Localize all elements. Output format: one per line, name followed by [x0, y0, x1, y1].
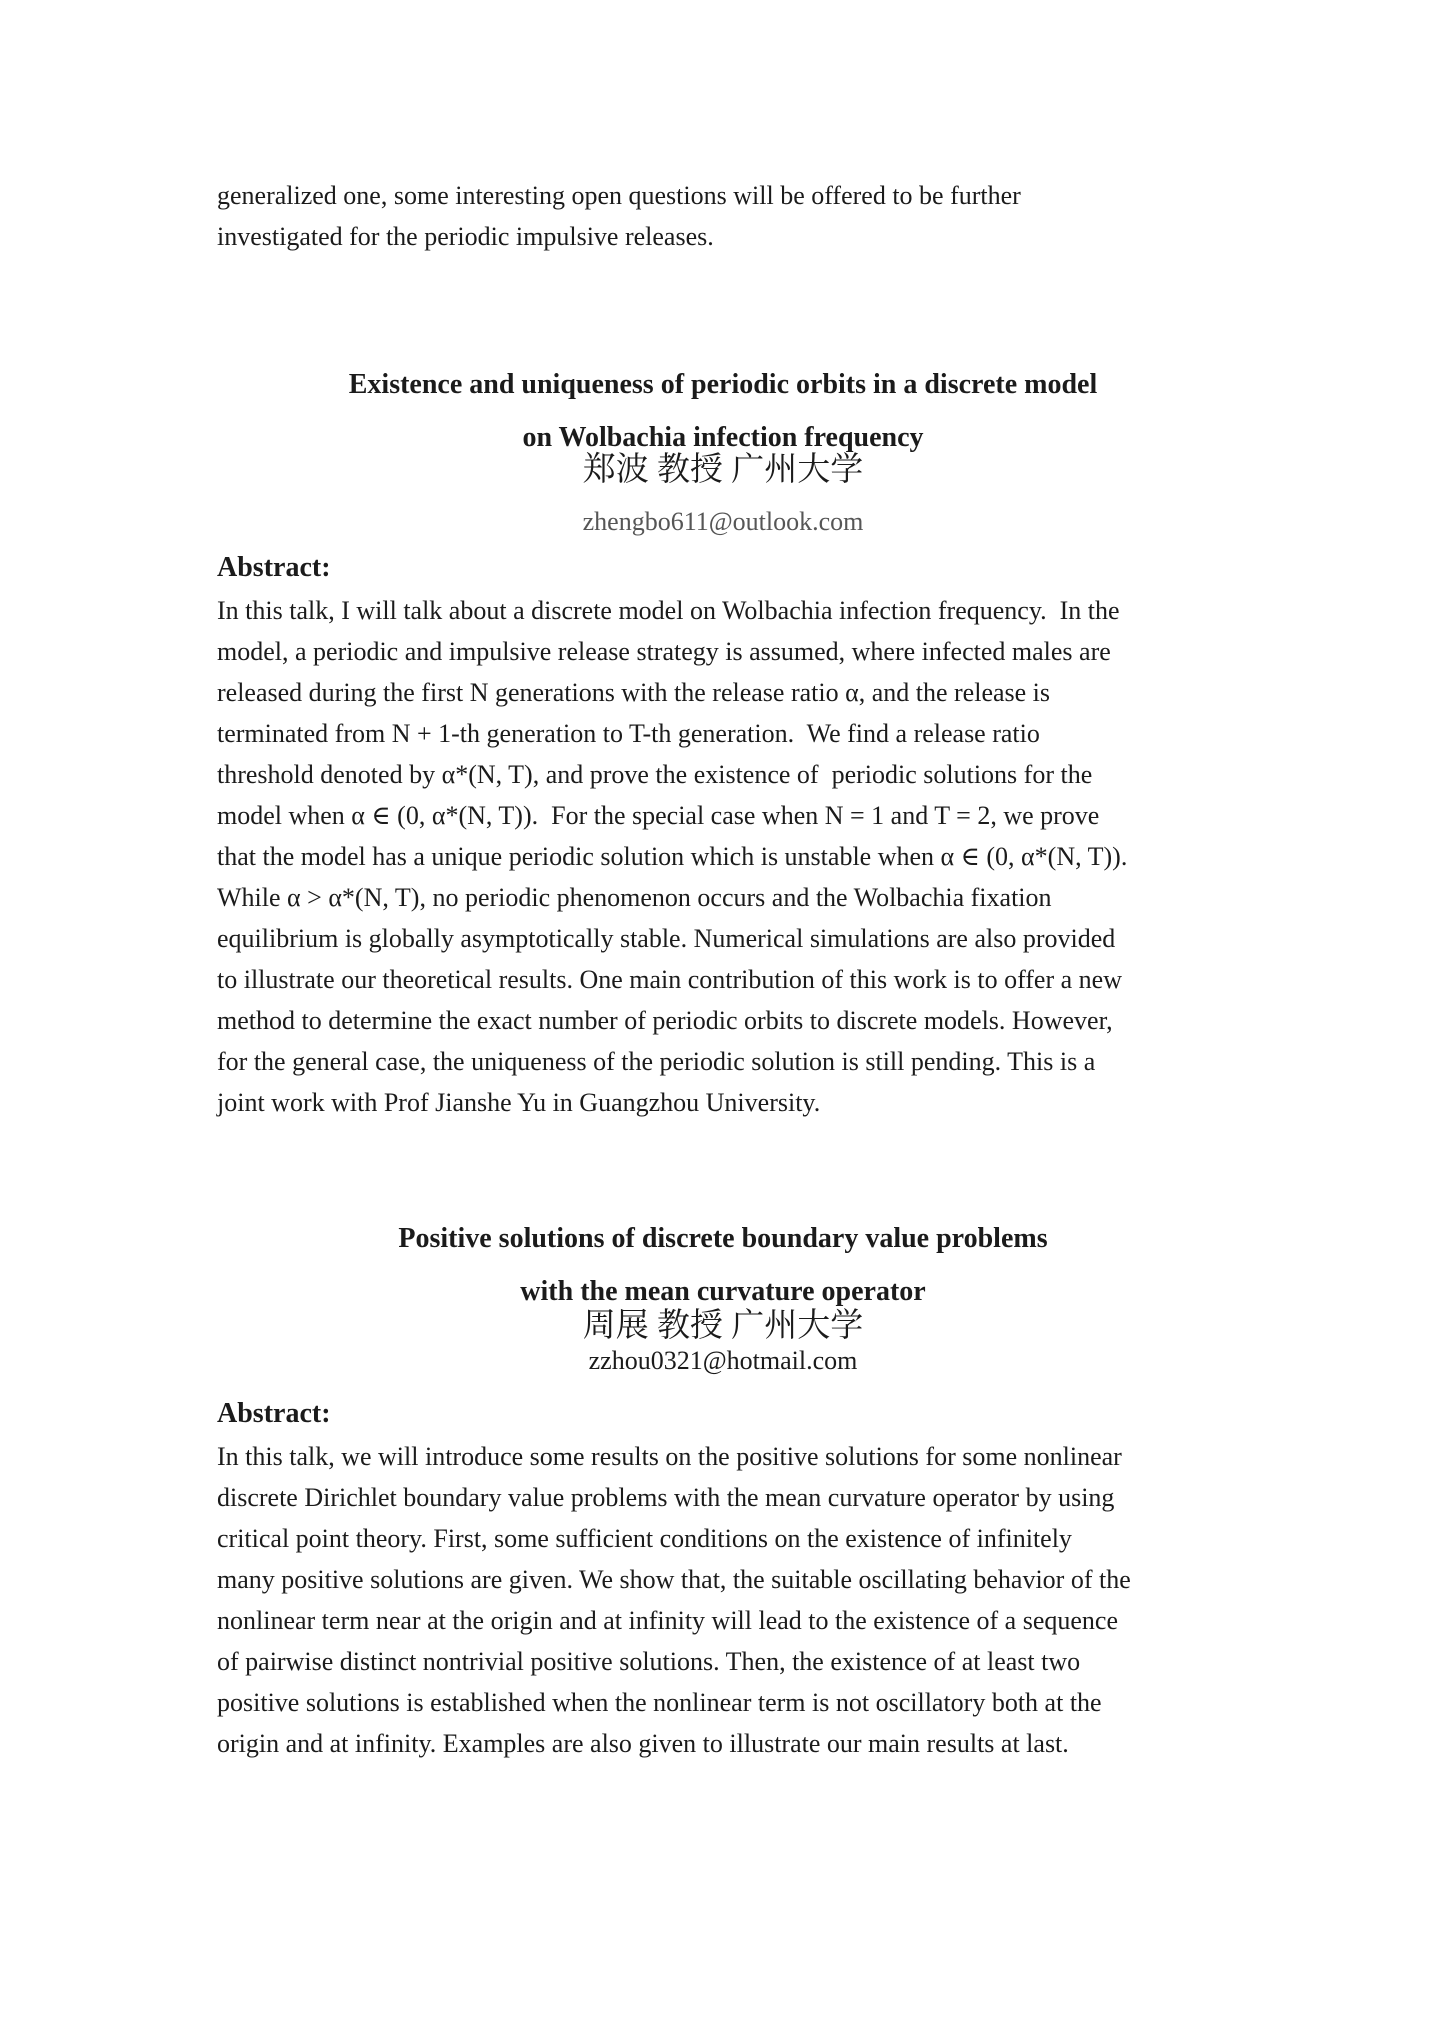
- abstract-line: model when α ∈ (0, α*(N, T)). For the special case when N = 1 and T = 2, we prove: [217, 801, 1100, 830]
- talk-1-speaker: 郑波 教授 广州大学: [582, 452, 864, 488]
- abstract-line: positive solutions is established when the nonlinear term is not oscillatory both at the: [217, 1688, 1102, 1717]
- talk-2-email: zzhou0321@hotmail.com: [588, 1346, 858, 1375]
- abstract-line: that the model has a unique periodic solution which is unstable when α ∈ (0, α*(N, T)).: [217, 842, 1128, 871]
- abstract-line: released during the first N generations with the release ratio α, and the release is: [217, 678, 1051, 707]
- talk-2-title: [217, 1212, 1229, 1318]
- abstract-line: for the general case, the uniqueness of the periodic solution is still pending. This is a: [217, 1047, 1096, 1076]
- talk-title-line: with the mean curvature operator: [520, 1276, 926, 1307]
- abstract-line: In this talk, we will introduce some results on the positive solutions for some nonlinear: [217, 1442, 1122, 1471]
- abstract-line: nonlinear term near at the origin and at infinity will lead to the existence of a sequence: [217, 1606, 1118, 1635]
- abstract-line: joint work with Prof Jianshe Yu in Guangzhou University.: [217, 1088, 821, 1117]
- talk-2-abstract-label: Abstract:: [217, 1398, 331, 1429]
- talk-1-abstract-label: Abstract:: [217, 552, 331, 583]
- abstract-line: critical point theory. First, some sufficient conditions on the existence of infinitely: [217, 1524, 1072, 1553]
- abstract-line: method to determine the exact number of periodic orbits to discrete models. However,: [217, 1006, 1113, 1035]
- continuation-line: generalized one, some interesting open questions will be offered to be further: [217, 181, 1021, 210]
- abstract-line: origin and at infinity. Examples are also given to illustrate our main results at last.: [217, 1729, 1069, 1758]
- abstract-line: discrete Dirichlet boundary value problems with the mean curvature operator by using: [217, 1483, 1115, 1512]
- talk-1-abstract-paragraph: [217, 590, 1229, 1123]
- abstract-line: equilibrium is globally asymptotically stable. Numerical simulations are also provided: [217, 924, 1116, 953]
- talk-title-line: Existence and uniqueness of periodic orbits in a discrete model: [348, 369, 1098, 400]
- talk-title-line: on Wolbachia infection frequency: [522, 422, 924, 453]
- abstract-line: terminated from N + 1-th generation to T-th generation. We find a release ratio: [217, 719, 1040, 748]
- abstract-line: to illustrate our theoretical results. One main contribution of this work is to offer a new: [217, 965, 1122, 994]
- abstract-line: In this talk, I will talk about a discrete model on Wolbachia infection frequency. In the: [217, 596, 1120, 625]
- abstract-line: While α > α*(N, T), no periodic phenomenon occurs and the Wolbachia fixation: [217, 883, 1052, 912]
- continuation-paragraph: [217, 175, 1229, 257]
- talk-title-line: Positive solutions of discrete boundary value problems: [398, 1223, 1048, 1254]
- continuation-line: investigated for the periodic impulsive releases.: [217, 222, 714, 251]
- talk-2-speaker: 周展 教授 广州大学: [582, 1308, 864, 1344]
- abstract-line: of pairwise distinct nontrivial positive solutions. Then, the existence of at least two: [217, 1647, 1081, 1676]
- talk-1-title: [217, 358, 1229, 464]
- talk-2-abstract-paragraph: [217, 1436, 1229, 1764]
- talk-1-email: zhengbo611@outlook.com: [582, 507, 864, 536]
- abstract-line: threshold denoted by α*(N, T), and prove the existence of periodic solutions for the: [217, 760, 1093, 789]
- abstract-line: model, a periodic and impulsive release strategy is assumed, where infected males are: [217, 637, 1111, 666]
- abstract-line: many positive solutions are given. We show that, the suitable oscillating behavior of the: [217, 1565, 1131, 1594]
